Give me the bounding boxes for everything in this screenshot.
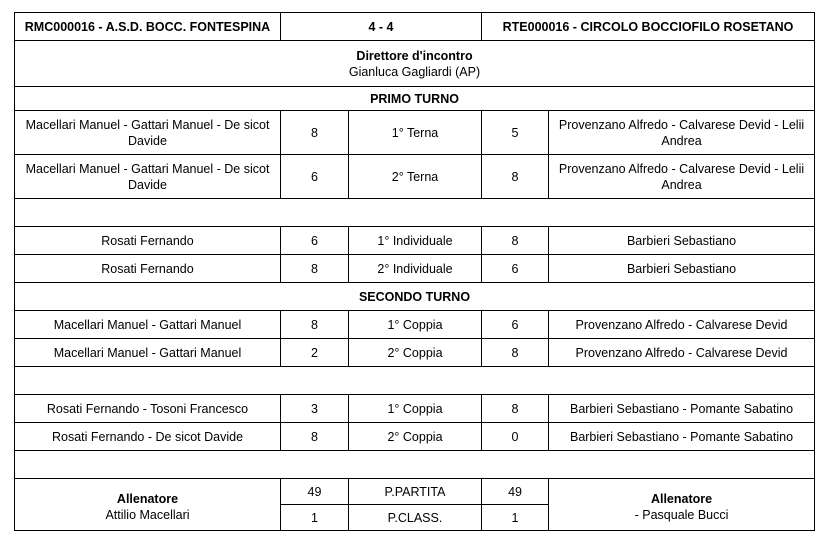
home-players: Macellari Manuel - Gattari Manuel	[15, 339, 281, 367]
home-players: Macellari Manuel - Gattari Manuel - De sicot Davide	[15, 155, 281, 199]
game-label: 2° Coppia	[349, 339, 482, 367]
home-score: 8	[281, 423, 349, 451]
spacer-cell	[15, 199, 815, 227]
home-players: Rosati Fernando	[15, 227, 281, 255]
match-score: 4 - 4	[281, 13, 482, 41]
game-row	[15, 227, 815, 255]
away-coach-name: - Pasquale Bucci	[634, 508, 729, 522]
home-score: 8	[281, 311, 349, 339]
away-score: 6	[482, 255, 549, 283]
section-row	[15, 283, 815, 311]
game-row	[15, 423, 815, 451]
away-players: Provenzano Alfredo - Calvarese Devid	[549, 339, 815, 367]
home-players: Macellari Manuel - Gattari Manuel - De sicot Davide	[15, 111, 281, 155]
game-row	[15, 111, 815, 155]
away-partita-points: 49	[482, 479, 549, 505]
away-score: 8	[482, 155, 549, 199]
section-title-primo-turno: PRIMO TURNO	[15, 87, 815, 111]
home-class-points: 1	[281, 505, 349, 531]
game-label: 2° Individuale	[349, 255, 482, 283]
away-players: Barbieri Sebastiano	[549, 255, 815, 283]
section-row	[15, 87, 815, 111]
section-title-secondo-turno: SECONDO TURNO	[15, 283, 815, 311]
home-players: Rosati Fernando - Tosoni Francesco	[15, 395, 281, 423]
director-label: Direttore d'incontro	[356, 48, 473, 63]
away-score: 0	[482, 423, 549, 451]
game-label: 1° Terna	[349, 111, 482, 155]
partita-label: P.PARTITA	[349, 479, 482, 505]
away-score: 8	[482, 339, 549, 367]
spacer-row	[15, 367, 815, 395]
class-label: P.CLASS.	[349, 505, 482, 531]
home-score: 6	[281, 155, 349, 199]
game-label: 1° Coppia	[349, 311, 482, 339]
away-players: Provenzano Alfredo - Calvarese Devid	[549, 311, 815, 339]
game-row	[15, 255, 815, 283]
away-players: Barbieri Sebastiano	[549, 227, 815, 255]
game-row	[15, 339, 815, 367]
home-coach-name: Attilio Macellari	[105, 508, 190, 522]
away-score: 5	[482, 111, 549, 155]
director-row	[15, 41, 815, 87]
spacer-row	[15, 199, 815, 227]
home-score: 6	[281, 227, 349, 255]
home-score: 2	[281, 339, 349, 367]
game-label: 2° Terna	[349, 155, 482, 199]
away-score: 8	[482, 227, 549, 255]
home-team-title: RMC000016 - A.S.D. BOCC. FONTESPINA	[15, 13, 281, 41]
director-cell	[15, 41, 815, 87]
director-name: Gianluca Gagliardi (AP)	[348, 64, 481, 79]
spacer-cell	[15, 367, 815, 395]
match-report-table	[14, 12, 815, 531]
away-coach-cell	[549, 479, 815, 531]
game-row	[15, 395, 815, 423]
away-players: Provenzano Alfredo - Calvarese Devid - Lelii Andrea	[549, 111, 815, 155]
away-players: Barbieri Sebastiano - Pomante Sabatino	[549, 423, 815, 451]
spacer-cell	[15, 451, 815, 479]
game-label: 1° Coppia	[349, 395, 482, 423]
game-label: 2° Coppia	[349, 423, 482, 451]
game-row	[15, 311, 815, 339]
away-coach-label: Allenatore	[650, 492, 713, 506]
away-score: 8	[482, 395, 549, 423]
spacer-row	[15, 451, 815, 479]
away-players: Provenzano Alfredo - Calvarese Devid - Lelii Andrea	[549, 155, 815, 199]
away-class-points: 1	[482, 505, 549, 531]
away-players: Barbieri Sebastiano - Pomante Sabatino	[549, 395, 815, 423]
home-players: Rosati Fernando - De sicot Davide	[15, 423, 281, 451]
header-row	[15, 13, 815, 41]
home-score: 8	[281, 255, 349, 283]
away-team-title: RTE000016 - CIRCOLO BOCCIOFILO ROSETANO	[482, 13, 815, 41]
totals-row	[15, 479, 815, 505]
home-score: 3	[281, 395, 349, 423]
home-players: Macellari Manuel - Gattari Manuel	[15, 311, 281, 339]
home-coach-label: Allenatore	[116, 492, 179, 506]
home-score: 8	[281, 111, 349, 155]
home-partita-points: 49	[281, 479, 349, 505]
game-label: 1° Individuale	[349, 227, 482, 255]
away-score: 6	[482, 311, 549, 339]
home-coach-cell	[15, 479, 281, 531]
home-players: Rosati Fernando	[15, 255, 281, 283]
game-row	[15, 155, 815, 199]
